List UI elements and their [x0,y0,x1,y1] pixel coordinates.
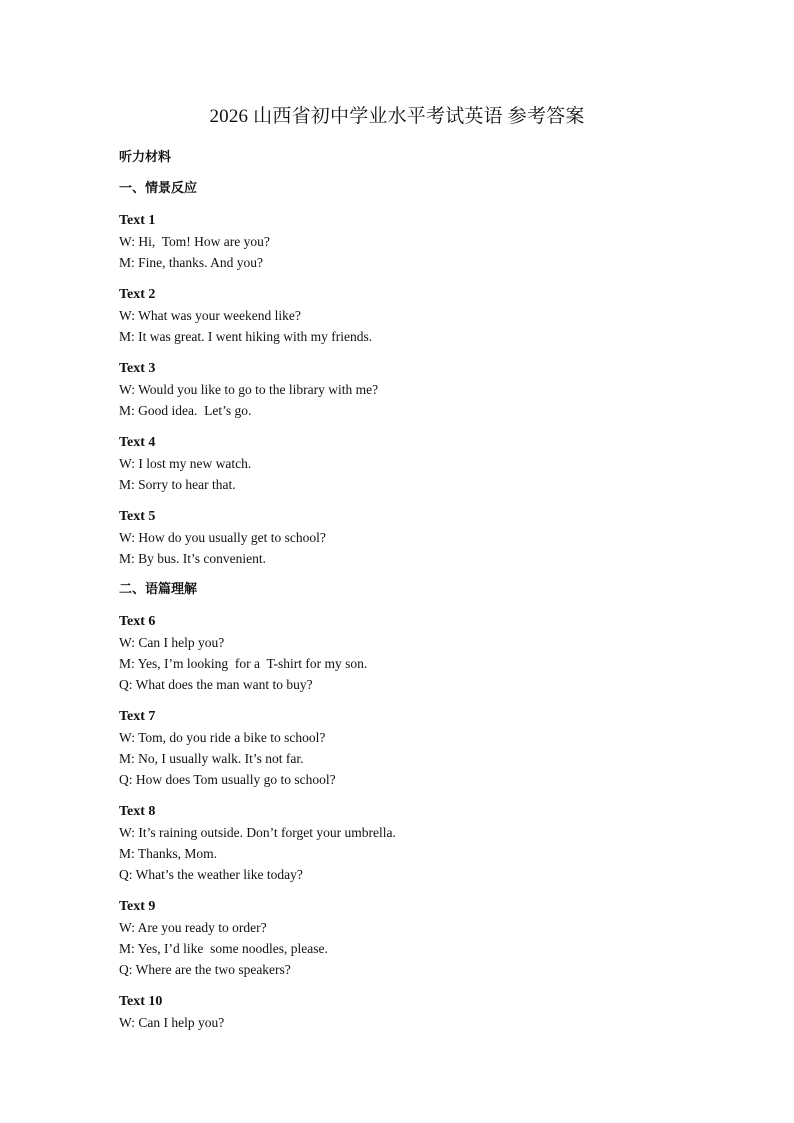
dialogue-line: W: I lost my new watch. [119,456,252,471]
dialogue-line: M: It was great. I went hiking with my friends. [119,329,373,344]
dialogue-line: M: By bus. It’s convenient. [119,551,266,566]
dialogue-line: Q: What does the man want to buy? [119,677,313,692]
dialogue-line: M: Yes, I’d like some noodles, please. [119,941,328,956]
dialogue-line: W: How do you usually get to school? [119,530,326,545]
document-title: 2026 山西省初中学业水平考试英语 参考答案 [209,106,585,127]
dialogue-line: M: Good idea. Let’s go. [119,403,252,418]
dialogue-line: M: No, I usually walk. It’s not far. [119,751,304,766]
sections-container [119,179,719,1033]
dialogue-title: Text 4 [119,435,156,450]
dialogue-block [119,991,719,1033]
dialogue-line: M: Sorry to hear that. [119,477,236,492]
dialogue-line: W: Tom, do you ride a bike to school? [119,730,326,745]
dialogue-line: Q: How does Tom usually go to school? [119,772,336,787]
section-heading: 二、语篇理解 [119,582,198,597]
dialogue-block [119,284,719,347]
dialogue-title: Text 3 [119,361,156,376]
dialogue-line: W: Are you ready to order? [119,920,267,935]
dialogue-line: M: Fine, thanks. And you? [119,255,263,270]
dialogue-title: Text 10 [119,994,163,1009]
dialogue-block [119,706,719,790]
dialogue-line: M: Yes, I’m looking for a T-shirt for my son. [119,656,368,671]
dialogue-block [119,506,719,569]
dialogue-line: W: Hi, Tom! How are you? [119,234,270,249]
document-content [119,148,719,1044]
dialogue-block [119,358,719,421]
dialogue-line: W: It’s raining outside. Don’t forget your umbrella. [119,825,396,840]
dialogue-line: M: Thanks, Mom. [119,846,218,861]
dialogue-line: Q: What’s the weather like today? [119,867,303,882]
dialogue-line: Q: Where are the two speakers? [119,962,291,977]
section-heading: 一、情景反应 [119,181,198,196]
dialogue-title: Text 7 [119,709,156,724]
dialogue-block [119,210,719,273]
dialogue-block [119,801,719,885]
dialogue-title: Text 2 [119,287,156,302]
dialogue-line: W: What was your weekend like? [119,308,301,323]
dialogue-line: W: Can I help you? [119,635,225,650]
dialogue-block [119,611,719,695]
dialogue-block [119,432,719,495]
dialogue-title: Text 9 [119,899,156,914]
dialogue-line: W: Would you like to go to the library with me? [119,382,379,397]
dialogue-block [119,896,719,980]
dialogue-title: Text 8 [119,804,156,819]
dialogue-title: Text 1 [119,213,156,228]
dialogue-line: W: Can I help you? [119,1015,225,1030]
dialogue-title: Text 6 [119,614,156,629]
listening-material-heading: 听力材料 [119,150,172,165]
dialogue-title: Text 5 [119,509,156,524]
